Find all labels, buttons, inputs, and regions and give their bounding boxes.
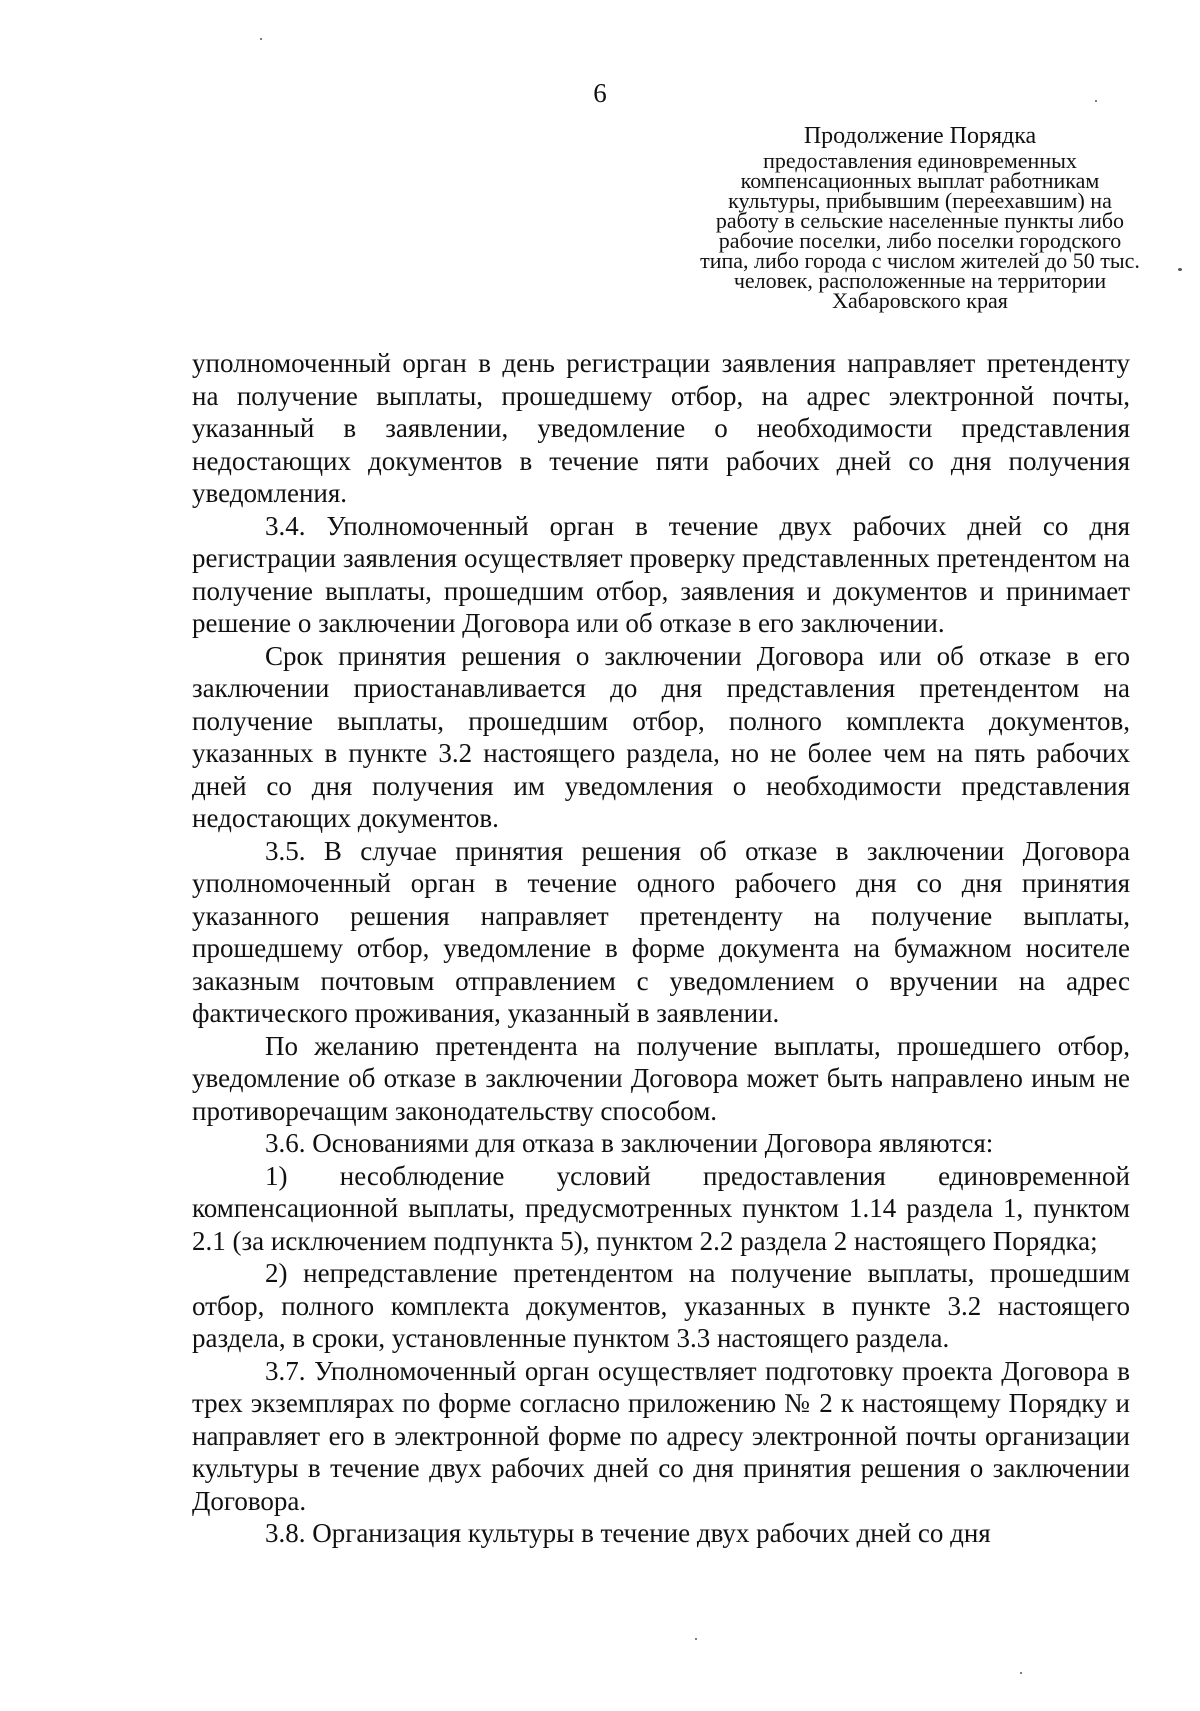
paragraph-notification-method: По желанию претендента на получение выплаты, прошедшего отбор, уведомление об отказе в заключении Договора может быть направлено иным не противоречащим законодательству способом. xyxy=(192,1030,1130,1126)
paragraph-decision-term: Срок принятия решения о заключении Договора или об отказе в его заключении приостанавливается до дня представления претендентом на получение выплаты, прошедшим отбор, полного комплекта документов, указанных в пункте 3.2 настоящего раздела, но не более чем на пять рабочих дней со дня получения им уведомления о необходимости представления недостающих документов. xyxy=(192,640,1130,833)
paragraph-3-4: 3.4. Уполномоченный орган в течение двух рабочих дней со дня регистрации заявления осуществляет проверку представленных претендентом на получение выплаты, прошедшим отбор, заявления и документов и принимает решение о заключении Договора или об отказе в его заключении. xyxy=(192,510,1130,638)
scan-speck xyxy=(1095,100,1097,102)
scan-speck xyxy=(695,1638,697,1640)
scan-speck xyxy=(260,38,262,40)
document-body xyxy=(192,347,1130,1550)
paragraph-3-8: 3.8. Организация культуры в течение двух рабочих дней со дня xyxy=(265,1518,991,1548)
document-header xyxy=(700,121,1140,311)
header-subtitle: предоставления единовременных компенсационных выплат работникам культуры, прибывшим (переехавшим) на работу в сельские населенные пункты либо рабочие поселки, либо поселки городского типа, либо города с числом жителей до 50 тыс. человек, расположенные на территории Хабаровского края xyxy=(700,148,1140,313)
paragraph-3-6: 3.6. Основаниями для отказа в заключении Договора являются: xyxy=(265,1128,994,1158)
scan-speck xyxy=(1178,268,1182,271)
scan-speck xyxy=(1020,1672,1022,1674)
list-item-2: 2) непредставление претендентом на получение выплаты, прошедшим отбор, полного комплекта документов, указанных в пункте 3.2 настоящего раздела, в сроки, установленные пунктом 3.3 настоящего раздела. xyxy=(192,1258,1130,1353)
paragraph-3-7: 3.7. Уполномоченный орган осуществляет подготовку проекта Договора в трех экземплярах по форме согласно приложению № 2 к настоящему Порядку и направляет его в электронной форме по адресу электронной почты организации культуры в течение двух рабочих дней со дня принятия решения о заключении Договора. xyxy=(192,1355,1130,1516)
paragraph-continuation: уполномоченный орган в день регистрации заявления направляет претенденту на получение выплаты, прошедшему отбор, на адрес электронной почты, указанный в заявлении, уведомление о необходимости представления недостающих документов в течение пяти рабочих дней со дня получения уведомления. xyxy=(192,348,1130,508)
page-number: 6 xyxy=(593,78,607,108)
list-item-1: 1) несоблюдение условий предоставления единовременной компенсационной выплаты, предусмотренных пунктом 1.14 раздела 1, пунктом 2.1 (за исключением подпункта 5), пунктом 2.2 раздела 2 настоящего Порядка; xyxy=(192,1160,1130,1256)
paragraph-3-5: 3.5. В случае принятия решения об отказе в заключении Договора уполномоченный орган в течение одного рабочего дня со дня принятия указанного решения направляет претенденту на получение выплаты, прошедшему отбор, уведомление в форме документа на бумажном носителе заказным почтовым отправлением с уведомлением о вручении на адрес фактического проживания, указанный в заявлении. xyxy=(192,835,1130,1028)
header-title: Продолжение Порядка xyxy=(803,123,1037,149)
